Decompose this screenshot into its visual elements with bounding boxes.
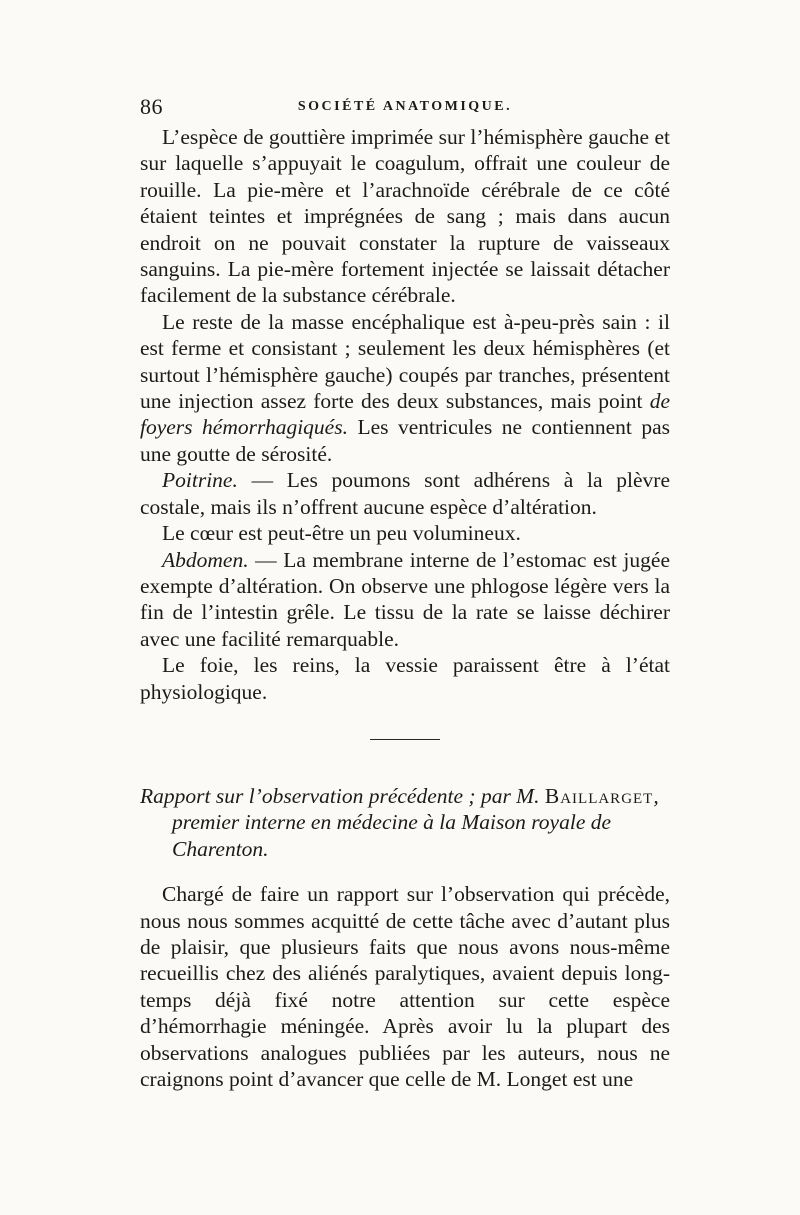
report-heading bbox=[140, 783, 670, 862]
section-title-thorax: Poitrine. bbox=[162, 468, 238, 493]
divider-rule bbox=[370, 739, 440, 740]
report-heading-tail: , premier interne en médecine à la Maison royale de Charenton. bbox=[172, 783, 659, 861]
paragraph-abdomen bbox=[140, 547, 670, 653]
paragraph-thorax-text: — Les poumons sont adhérens à la plèvre costale, mais ils n’offrent aucune espèce d’altération. bbox=[140, 468, 670, 519]
page-number: 86 bbox=[140, 94, 163, 119]
section-divider bbox=[140, 705, 670, 783]
running-head: SOCIÉTÉ ANATOMIQUE. bbox=[297, 99, 513, 114]
paragraph-gutter: L’espèce de gouttière imprimée sur l’hémisphère gauche et sur laquelle s’appuyait le coagulum, offrait une couleur de rouille. La pie-mère et l’arachnoïde cérébrale de ce côté étaient teintes et imprégnées de sang ; mais dans aucun endroit on ne pouvait constater la rupture de vaisseaux sanguins. La pie-mère fortement injectée se laissait détacher facilement de la substance cérébrale. bbox=[140, 125, 670, 308]
body-text bbox=[140, 124, 670, 1092]
paragraph-report: Chargé de faire un rapport sur l’observation qui précède, nous nous sommes acquitté de cette tâche avec d’autant plus de plaisir, que plusieurs faits que nous avons nous-même recueillis chez des aliénés paralytiques, avaient depuis long-temps déjà fixé notre attention sur cette espèce d’hémorrhagie méningée. Après avoir lu la plupart des observations analogues publiées par les auteurs, nous ne craignons point d’avancer que celle de M. Longet est une bbox=[140, 882, 670, 1091]
report-heading-lead: Rapport sur l’observation précédente ; par M. bbox=[140, 783, 545, 808]
paragraph-encephalic bbox=[140, 309, 670, 467]
section-title-abdomen: Abdomen. bbox=[162, 547, 249, 572]
page-header bbox=[140, 94, 670, 124]
paragraph-encephalic-italic: de foyers hémorrhagiqués. bbox=[140, 389, 670, 440]
paragraph-encephalic-end: Les ventricules ne contiennent pas une goutte de sérosité. bbox=[140, 415, 670, 466]
paragraph-organs: Le foie, les reins, la vessie paraissent être à l’état physiologique. bbox=[140, 653, 670, 704]
paragraph-encephalic-start: Le reste de la masse encéphalique est à-peu-près sain : il est ferme et consistant ; seulement les deux hémisphères (et surtout l’hémisphère gauche) coupés par tranches, présentent une injection assez forte des deux substances, mais point bbox=[140, 309, 670, 414]
paragraph-heart: Le cœur est peut-être un peu volumineux. bbox=[162, 521, 521, 546]
paragraph-thorax bbox=[140, 467, 670, 520]
report-heading-author: Baillarget bbox=[544, 783, 654, 808]
paragraph-abdomen-text: — La membrane interne de l’estomac est jugée exempte d’altération. On observe une phlogose légère vers la fin de l’intestin grêle. Le tissu de la rate se laisse déchirer avec une facilité remarquable. bbox=[140, 547, 670, 651]
heading-spacer bbox=[140, 862, 670, 881]
